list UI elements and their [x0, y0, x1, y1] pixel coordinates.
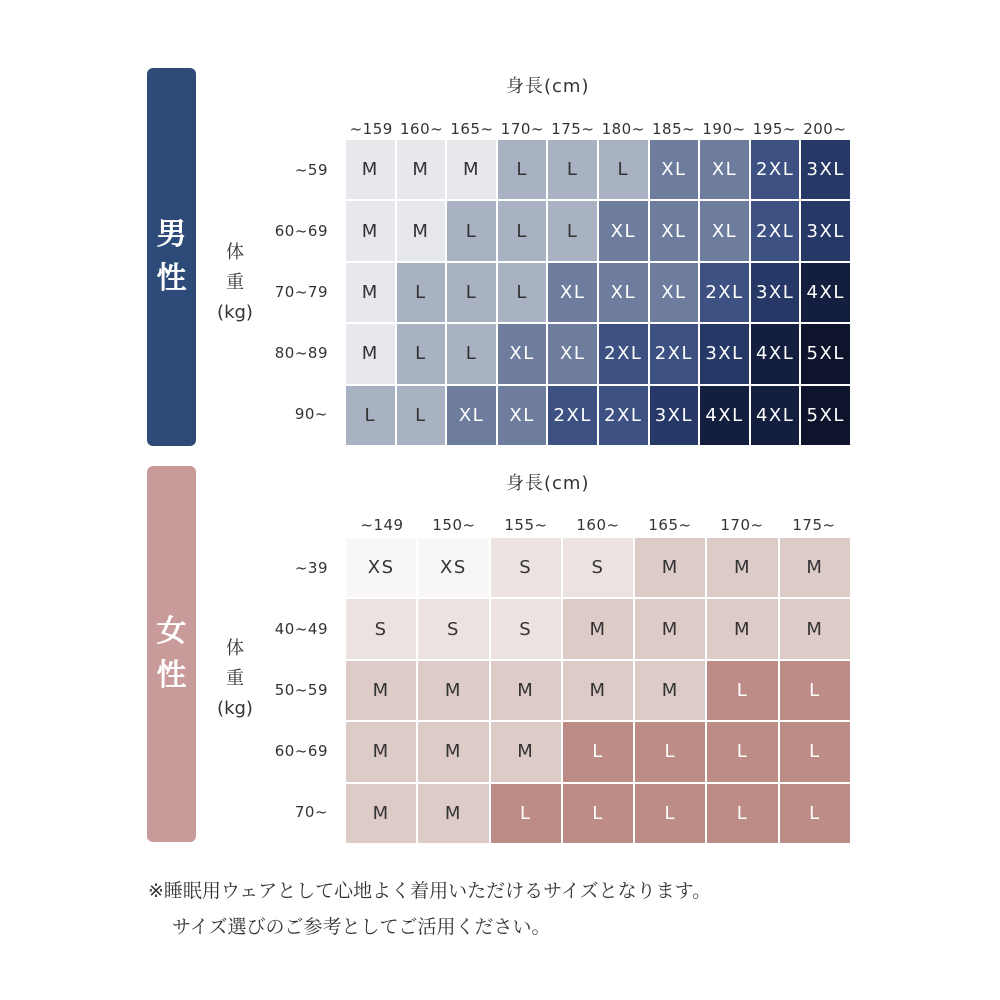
footnote-line-1: ※睡眠用ウェアとして心地よく着用いただけるサイズとなります。 — [148, 880, 712, 902]
men-size-cell: M — [346, 140, 395, 199]
women-size-cell: M — [563, 599, 633, 658]
women-height-label: 170~ — [720, 516, 764, 534]
women-size-cell: L — [563, 784, 633, 843]
men-size-cell: L — [498, 263, 547, 322]
men-size-cell: M — [397, 201, 446, 260]
women-size-cell: M — [707, 599, 777, 658]
men-size-cell: XL — [700, 140, 749, 199]
women-size-cell: L — [635, 784, 705, 843]
women-height-title: 身長(cm) — [506, 473, 590, 494]
men-size-cell: XL — [700, 201, 749, 260]
women-size-cell: S — [418, 599, 488, 658]
women-size-cell: L — [780, 722, 850, 781]
women-size-cell: M — [491, 722, 561, 781]
men-size-cell: 2XL — [751, 140, 800, 199]
men-size-cell: XL — [650, 140, 699, 199]
women-size-cell: S — [346, 599, 416, 658]
women-height-label: 160~ — [576, 516, 620, 534]
women-size-cell: S — [563, 538, 633, 597]
men-height-label: 190~ — [702, 120, 746, 138]
men-size-cell: L — [498, 201, 547, 260]
women-size-cell: XS — [346, 538, 416, 597]
women-label-char-2: 性 — [156, 658, 187, 693]
women-size-cell: L — [707, 784, 777, 843]
men-label-char-2: 性 — [156, 261, 187, 296]
men-size-cell: XL — [548, 263, 597, 322]
women-weight-label: 50~59 — [274, 680, 328, 699]
women-size-cell: L — [491, 784, 561, 843]
men-size-cell: 4XL — [751, 386, 800, 445]
men-weight-title-2: 重 — [226, 272, 244, 293]
women-size-cell: L — [707, 722, 777, 781]
men-weight-label: 60~69 — [274, 221, 328, 240]
men-size-cell: L — [548, 201, 597, 260]
women-height-label: ~149 — [360, 516, 404, 534]
women-size-cell: S — [491, 538, 561, 597]
men-weight-label: 70~79 — [274, 282, 328, 301]
women-size-cell: L — [563, 722, 633, 781]
women-size-cell: L — [707, 661, 777, 720]
men-height-label: 195~ — [752, 120, 796, 138]
men-size-cell: 2XL — [700, 263, 749, 322]
men-size-cell: M — [346, 324, 395, 383]
men-size-cell: 3XL — [801, 140, 850, 199]
women-weight-label: ~39 — [294, 558, 328, 577]
women-section-label — [147, 466, 196, 842]
men-height-label: 180~ — [601, 120, 645, 138]
women-size-table — [346, 538, 850, 843]
men-size-cell: M — [447, 140, 496, 199]
women-size-cell: M — [418, 722, 488, 781]
men-size-cell: 2XL — [650, 324, 699, 383]
women-weight-label: 60~69 — [274, 741, 328, 760]
men-size-cell: XL — [498, 324, 547, 383]
men-height-label: 185~ — [651, 120, 696, 138]
men-size-cell: 3XL — [801, 201, 850, 260]
men-height-label: 200~ — [803, 120, 847, 138]
men-size-cell: L — [599, 140, 648, 199]
men-size-cell: 4XL — [700, 386, 749, 445]
women-size-cell: M — [491, 661, 561, 720]
women-size-cell: M — [346, 784, 416, 843]
women-weight-label: 40~49 — [274, 619, 328, 638]
men-size-cell: M — [346, 201, 395, 260]
women-size-cell: M — [563, 661, 633, 720]
men-size-cell: L — [397, 263, 446, 322]
men-section-label — [147, 68, 196, 446]
men-size-cell: XL — [599, 263, 648, 322]
men-size-cell: 4XL — [801, 263, 850, 322]
women-height-label: 165~ — [648, 516, 692, 534]
men-label-char-1: 男 — [156, 217, 187, 252]
men-size-table — [346, 140, 850, 445]
men-size-cell: L — [498, 140, 547, 199]
women-weight-title-2: 重 — [226, 668, 244, 689]
men-size-cell: L — [397, 386, 446, 445]
women-size-cell: L — [780, 661, 850, 720]
men-weight-label: ~59 — [294, 160, 328, 179]
women-size-cell: M — [780, 599, 850, 658]
men-weight-title-1: 体 — [226, 242, 244, 263]
men-height-label: 165~ — [450, 120, 494, 138]
women-size-cell: M — [418, 661, 488, 720]
women-size-cell: M — [346, 722, 416, 781]
men-size-cell: L — [447, 324, 496, 383]
men-size-cell: L — [346, 386, 395, 445]
women-height-label: 175~ — [792, 516, 836, 534]
men-weight-label: 80~89 — [274, 343, 328, 362]
men-size-cell: XL — [650, 201, 699, 260]
men-size-cell: 2XL — [751, 201, 800, 260]
men-size-cell: L — [397, 324, 446, 383]
men-size-cell: XL — [498, 386, 547, 445]
women-size-cell: L — [780, 784, 850, 843]
men-size-cell: L — [548, 140, 597, 199]
men-size-cell: L — [447, 201, 496, 260]
women-size-cell: M — [635, 661, 705, 720]
women-size-cell: S — [491, 599, 561, 658]
men-size-cell: 3XL — [751, 263, 800, 322]
men-height-title: 身長(cm) — [506, 76, 590, 97]
women-size-cell: M — [346, 661, 416, 720]
men-weight-label: 90~ — [294, 404, 328, 423]
men-height-label: 160~ — [399, 120, 444, 138]
women-weight-title-1: 体 — [226, 638, 244, 659]
men-size-cell: XL — [548, 324, 597, 383]
men-size-cell: 2XL — [548, 386, 597, 445]
men-height-label: ~159 — [349, 120, 393, 138]
men-size-cell: 3XL — [650, 386, 699, 445]
men-size-cell: L — [447, 263, 496, 322]
men-size-cell: 5XL — [801, 324, 850, 383]
footnote-line-2: サイズ選びのご参考としてご活用ください。 — [172, 916, 551, 938]
women-size-cell: M — [418, 784, 488, 843]
women-size-cell: M — [707, 538, 777, 597]
women-label-char-1: 女 — [156, 614, 187, 649]
women-size-cell: M — [780, 538, 850, 597]
men-size-cell: XL — [599, 201, 648, 260]
women-weight-title-3: (kg) — [217, 698, 253, 719]
men-size-cell: 2XL — [599, 324, 648, 383]
women-size-cell: M — [635, 599, 705, 658]
women-height-label: 150~ — [432, 516, 476, 534]
women-size-cell: L — [635, 722, 705, 781]
men-weight-title-3: (kg) — [217, 302, 253, 323]
women-size-cell: M — [635, 538, 705, 597]
women-height-label: 155~ — [504, 516, 548, 534]
men-weight-title — [212, 238, 258, 328]
men-size-cell: 2XL — [599, 386, 648, 445]
men-size-cell: XL — [447, 386, 496, 445]
men-size-cell: M — [397, 140, 446, 199]
women-weight-title — [212, 634, 258, 724]
men-size-cell: 3XL — [700, 324, 749, 383]
men-height-label: 175~ — [551, 120, 595, 138]
men-size-cell: M — [346, 263, 395, 322]
women-weight-label: 70~ — [294, 802, 328, 821]
men-size-cell: 4XL — [751, 324, 800, 383]
men-size-cell: XL — [650, 263, 699, 322]
men-size-cell: 5XL — [801, 386, 850, 445]
men-height-label: 170~ — [500, 120, 544, 138]
women-size-cell: XS — [418, 538, 488, 597]
